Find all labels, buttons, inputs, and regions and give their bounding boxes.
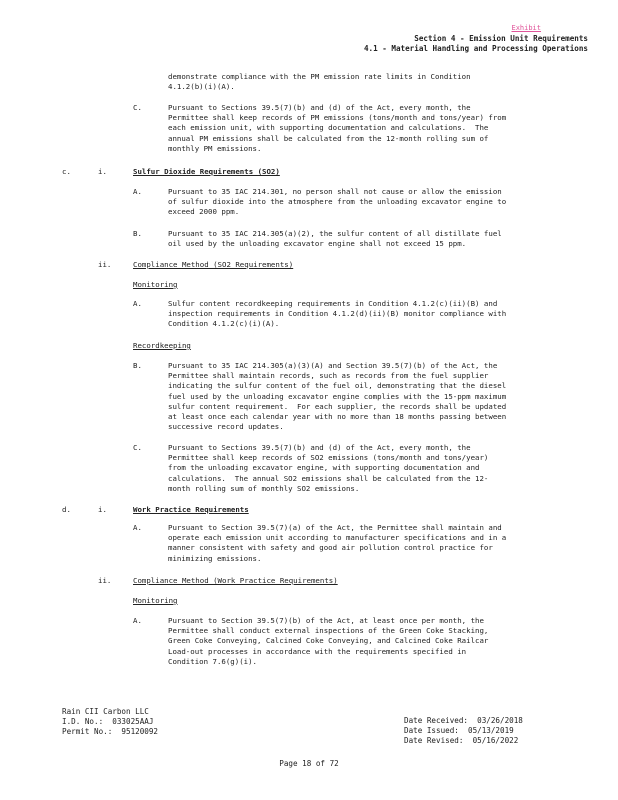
footer-id-no: I.D. No.: 033025AAJ	[62, 717, 154, 726]
heading-sulfur-dioxide: Sulfur Dioxide Requirements (SO2)	[133, 167, 280, 176]
footer-company: Rain CII Carbon LLC	[62, 707, 149, 716]
paragraph-c-A: Pursuant to 35 IAC 214.301, no person shall not cause or allow the emission of sulfur dioxide into the atmosphere from the unloading excavator engine to exceed 2000 ppm.	[168, 187, 507, 217]
paragraph-dii-A: Pursuant to Section 39.5(7)(b) of the Act, at least once per month, the Permittee shall conduct external inspections of the Green Coke Stacking, Green Coke Conveying, Calcined Coke Conveying, and Calcined Coke Railcar Load-out processes in accordance with the requirements specified in Condition 7.6(g)(i).	[168, 616, 489, 666]
item-roman-d-ii: ii.	[98, 576, 112, 585]
paragraph-cii-B: Pursuant to 35 IAC 214.305(a)(3)(A) and Section 39.5(7)(b) of the Act, the Permittee shall maintain records, such as records from the fuel supplier indicating the sulfur content of the fuel oil, demonstrating that the diesel fuel used by the unloading excavator engine complies with the 15-ppm maximum sulfur content requirement. For each supplier, the records shall be updated at least once each calendar year with no more than 18 months passing between successive record updates.	[168, 361, 507, 432]
subsection-heading: 4.1 - Material Handling and Processing Operations	[363, 44, 588, 53]
item-label-cii-A: A.	[133, 299, 142, 308]
item-roman-c-ii: ii.	[98, 260, 112, 269]
subheading-monitoring: Monitoring	[133, 280, 178, 289]
paragraph-d-A: Pursuant to Section 39.5(7)(a) of the Act, the Permittee shall maintain and operate each emission unit according to manufacturer specifications and in a manner consistent with safety and good air pollution control practice for minimizing emissions.	[168, 523, 507, 563]
paragraph-cii-A: Sulfur content recordkeeping requirements in Condition 4.1.2(c)(ii)(B) and inspection requirements in Condition 4.1.2(d)(ii)(B) monitor compliance with Condition 4.1.2(c)(i)(A).	[168, 299, 507, 329]
item-roman-d-i: i.	[98, 505, 107, 514]
item-roman-c-i: i.	[98, 167, 107, 176]
heading-work-practice-compliance: Compliance Method (Work Practice Requirements)	[133, 576, 338, 585]
item-label-cii-C: C.	[133, 443, 142, 452]
item-label-c-A: A.	[133, 187, 142, 196]
item-label-dii-A: A.	[133, 616, 142, 625]
footer-permit-no: Permit No.: 95120092	[62, 727, 159, 736]
paragraph-c-B: Pursuant to 35 IAC 214.305(a)(2), the sulfur content of all distillate fuel oil used by the unloading excavator engine shall not exceed 15 ppm.	[168, 229, 502, 249]
paragraph-cii-C: Pursuant to Sections 39.5(7)(b) and (d) of the Act, every month, the Permittee shall keep records of SO2 emissions (tons/month and tons/year) from the unloading excavator engine, with supporting documentation and calculations. The annual SO2 emissions shall be calculated from the 12- month rolling sum of monthly SO2 emissions.	[168, 443, 489, 493]
heading-work-practice: Work Practice Requirements	[133, 505, 249, 514]
paragraph-b-continued: demonstrate compliance with the PM emission rate limits in Condition 4.1.2(b)(i)(A).	[168, 72, 471, 92]
subheading-monitoring-2: Monitoring	[133, 596, 178, 605]
item-label-cii-B: B.	[133, 361, 142, 370]
item-label-c-B: B.	[133, 229, 142, 238]
footer-date-received: Date Received: 03/26/2018	[404, 716, 523, 725]
page-number: Page 18 of 72	[279, 759, 339, 768]
heading-so2-compliance: Compliance Method (SO2 Requirements)	[133, 260, 294, 269]
paragraph-b-C: Pursuant to Sections 39.5(7)(b) and (d) of the Act, every month, the Permittee shall keep records of PM emissions (tons/month and tons/year) from each emission unit, with supporting documentation and calculations. The annual PM emissions shall be calculated from the 12-month rolling sum of monthly PM emissions.	[168, 103, 507, 153]
subheading-recordkeeping: Recordkeeping	[133, 341, 191, 350]
section-heading: Section 4 - Emission Unit Requirements	[414, 34, 588, 43]
item-letter-d: d.	[62, 505, 71, 514]
exhibit-link[interactable]: Exhibit	[511, 24, 541, 32]
footer-date-issued: Date Issued: 05/13/2019	[404, 726, 514, 735]
item-label-d-A: A.	[133, 523, 142, 532]
item-letter-c: c.	[62, 167, 71, 176]
item-label-C: C.	[133, 103, 142, 112]
footer-date-revised: Date Revised: 05/16/2022	[404, 736, 519, 745]
